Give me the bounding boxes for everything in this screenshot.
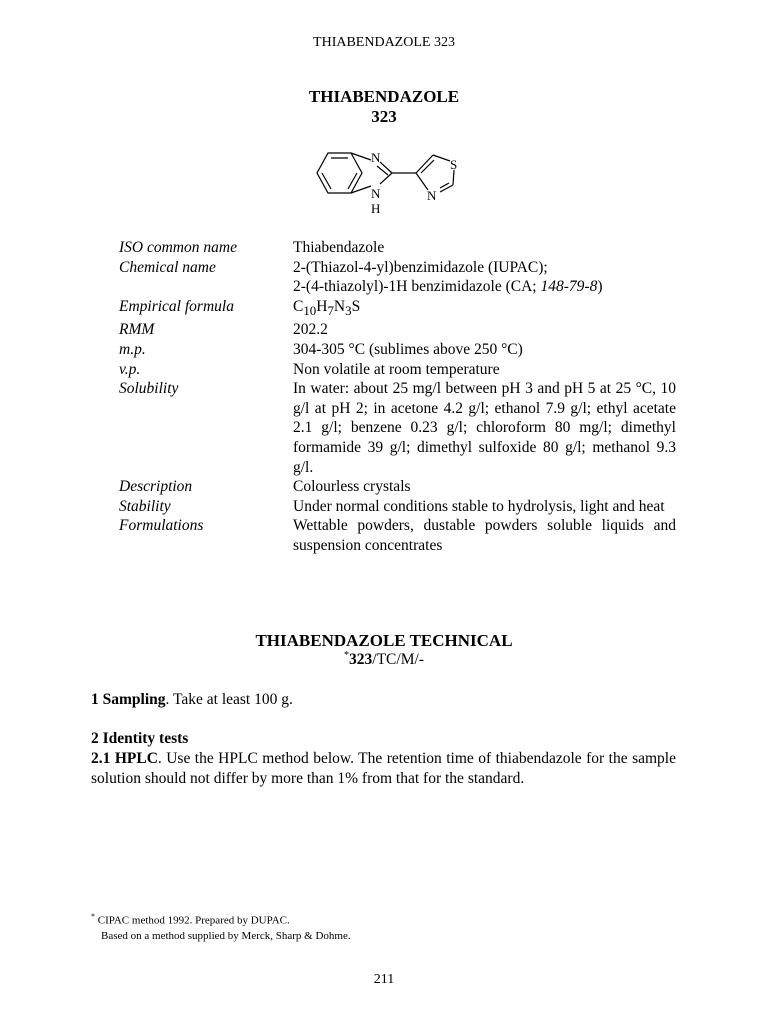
atom-s: S [450, 157, 458, 172]
property-row [119, 297, 679, 321]
footnote-marker: * [344, 650, 350, 661]
property-row [119, 379, 679, 477]
benzene-double-bond [322, 173, 331, 189]
ca-name: 2-(4-thiazolyl)-1H benzimidazole (CA; [293, 278, 541, 296]
property-label: Chemical name [119, 258, 216, 276]
benzene-ring [317, 153, 362, 193]
sampling-heading: 1 Sampling [91, 691, 166, 708]
page-title: THIABENDAZOLE [308, 87, 460, 106]
sampling-text: . Take at least 100 g. [165, 691, 293, 708]
thiazole-bond [440, 185, 453, 192]
property-label: Description [119, 478, 193, 496]
property-label: ISO common name [119, 239, 237, 256]
property-row [119, 320, 679, 340]
property-row [119, 238, 679, 258]
property-label: v.p. [119, 360, 141, 378]
technical-title: THIABENDAZOLE TECHNICAL [255, 631, 513, 650]
empirical-formula: $C_{10}H_7N_3S$ [293, 297, 361, 318]
cipac-code [0, 650, 768, 669]
atom-n-top: N [371, 150, 381, 165]
property-label: RMM [119, 321, 155, 339]
footnote-line-1: CIPAC method 1992. Prepared by DUPAC. [95, 914, 290, 927]
cas-number: 148-79-8 [540, 278, 598, 296]
properties-table [119, 238, 679, 556]
closing-paren: ) [597, 278, 603, 296]
iupac-name: 2-(Thiazol-4-yl)benzimidazole (IUPAC); [293, 258, 548, 276]
property-value: Colourless crystals [293, 478, 411, 496]
property-value: Thiabendazole [293, 239, 385, 256]
property-value: Under normal conditions stable to hydrolysis, light and heat [293, 497, 665, 515]
footnote-star: * [91, 912, 95, 921]
structural-formula [300, 140, 480, 220]
property-label: m.p. [119, 341, 146, 359]
property-value: In water: about 25 mg/l between pH 3 and pH 5 at 25 °C, 10 g/l at pH 2; in acetone 4.2 g/l; ethanol 7.9 g/l; ethyl acetate 2.1 g/l; benzene 0.23 g/l; chloroform 80 mg/l; dimethyl formamide 39 g/l; dimethyl sulfoxide 80 g/l; methanol 9.3 g/l. [293, 380, 676, 476]
sampling-paragraph [91, 690, 676, 710]
benzene-double-bond [348, 173, 357, 189]
property-value: 304-305 °C (sublimes above 250 °C) [293, 341, 523, 359]
footnote-line-2: Based on a method supplied by Merck, Sharp & Dohme. [101, 929, 351, 942]
atom-h: H [371, 201, 381, 216]
code-number: 323 [349, 651, 373, 669]
footnote [91, 909, 676, 944]
property-value [293, 258, 676, 297]
property-label: Stability [119, 497, 171, 515]
imidazole-bond [380, 162, 392, 173]
atom-n-ring: N [427, 188, 437, 203]
property-row [119, 497, 679, 517]
property-value: 202.2 [293, 321, 328, 339]
thiazole-bond [433, 155, 450, 161]
imidazole-bond [380, 173, 392, 184]
running-header: THIABENDAZOLE 323 [313, 35, 455, 50]
property-label: Solubility [119, 380, 179, 398]
thiazole-bond [453, 170, 454, 185]
identity-heading: 2 Identity tests [91, 730, 189, 747]
property-row [119, 360, 679, 380]
hplc-paragraph [91, 749, 676, 788]
property-row [119, 258, 679, 297]
code-suffix: /TC/M/- [372, 651, 424, 669]
property-row [119, 477, 679, 497]
hplc-text: . Use the HPLC method below. The retention time of thiabendazole for the sample solution should not differ by more than 1% from that for the standard. [91, 750, 676, 787]
property-label: Formulations [119, 517, 204, 535]
hplc-heading: 2.1 HPLC [91, 750, 158, 767]
page-number: 211 [373, 972, 395, 987]
compound-number: 323 [371, 107, 397, 126]
property-value: Wettable powders, dustable powders soluble liquids and suspension concentrates [293, 517, 676, 554]
property-row [119, 340, 679, 360]
atom-n-bottom: N [371, 186, 381, 201]
property-row [119, 516, 679, 555]
property-value: Non volatile at room temperature [293, 360, 500, 378]
property-label: Empirical formula [119, 297, 234, 315]
